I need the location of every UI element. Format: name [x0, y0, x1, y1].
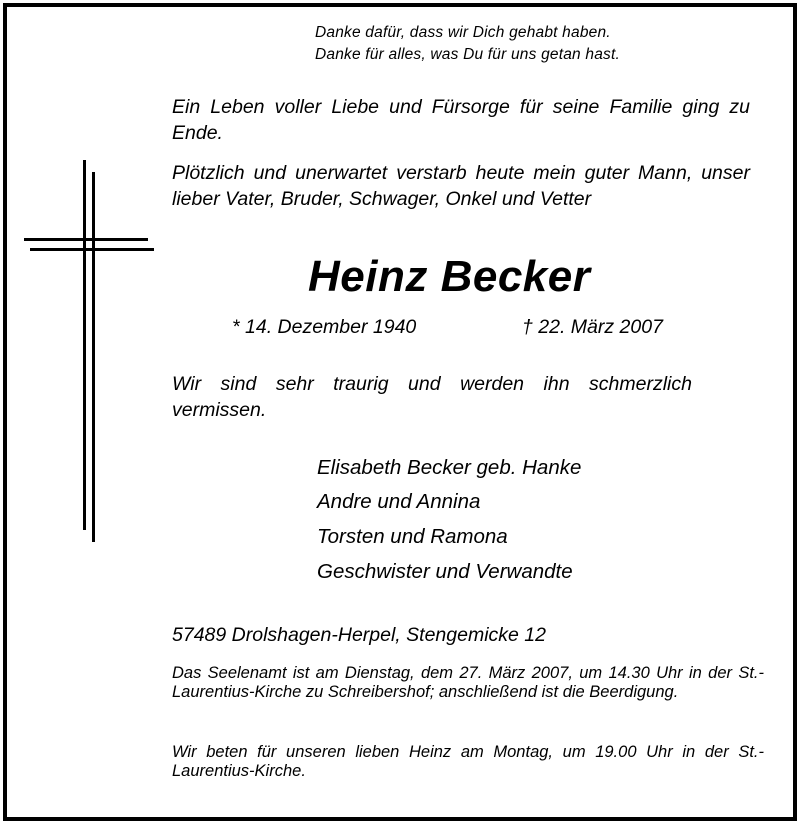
- prayer-info: Wir beten für unseren lieben Heinz am Montag, um 19.00 Uhr in der St.-Laurentius-Kirche.: [172, 743, 764, 780]
- mourner-3: Torsten und Ramona: [317, 525, 508, 548]
- address: 57489 Drolshagen-Herpel, Stengemicke 12: [172, 624, 546, 646]
- motto-line-1: Danke dafür, dass wir Dich gehabt haben.: [315, 24, 611, 41]
- service-info: Das Seelenamt ist am Dienstag, dem 27. März 2007, um 14.30 Uhr in der St.-Laurentius-Kirche zu Schreibershof; anschließend ist die Beerdigung.: [172, 664, 764, 701]
- intro-paragraph-1: Ein Leben voller Liebe und Fürsorge für seine Familie ging zu Ende.: [172, 96, 750, 144]
- mourner-2: Andre und Annina: [317, 490, 481, 513]
- sorrow-text: Wir sind sehr traurig und werden ihn schmerzlich vermissen.: [172, 373, 692, 421]
- mourner-1: Elisabeth Becker geb. Hanke: [317, 456, 582, 479]
- death-date: † 22. März 2007: [522, 316, 663, 338]
- mourner-4: Geschwister und Verwandte: [317, 560, 573, 583]
- birth-date: * 14. Dezember 1940: [232, 316, 417, 338]
- deceased-name: Heinz Becker: [308, 252, 591, 301]
- motto-line-2: Danke für alles, was Du für uns getan hast.: [315, 46, 620, 63]
- intro-paragraph-2: Plötzlich und unerwartet verstarb heute mein guter Mann, unser lieber Vater, Bruder, Schwager, Onkel und Vetter: [172, 162, 750, 210]
